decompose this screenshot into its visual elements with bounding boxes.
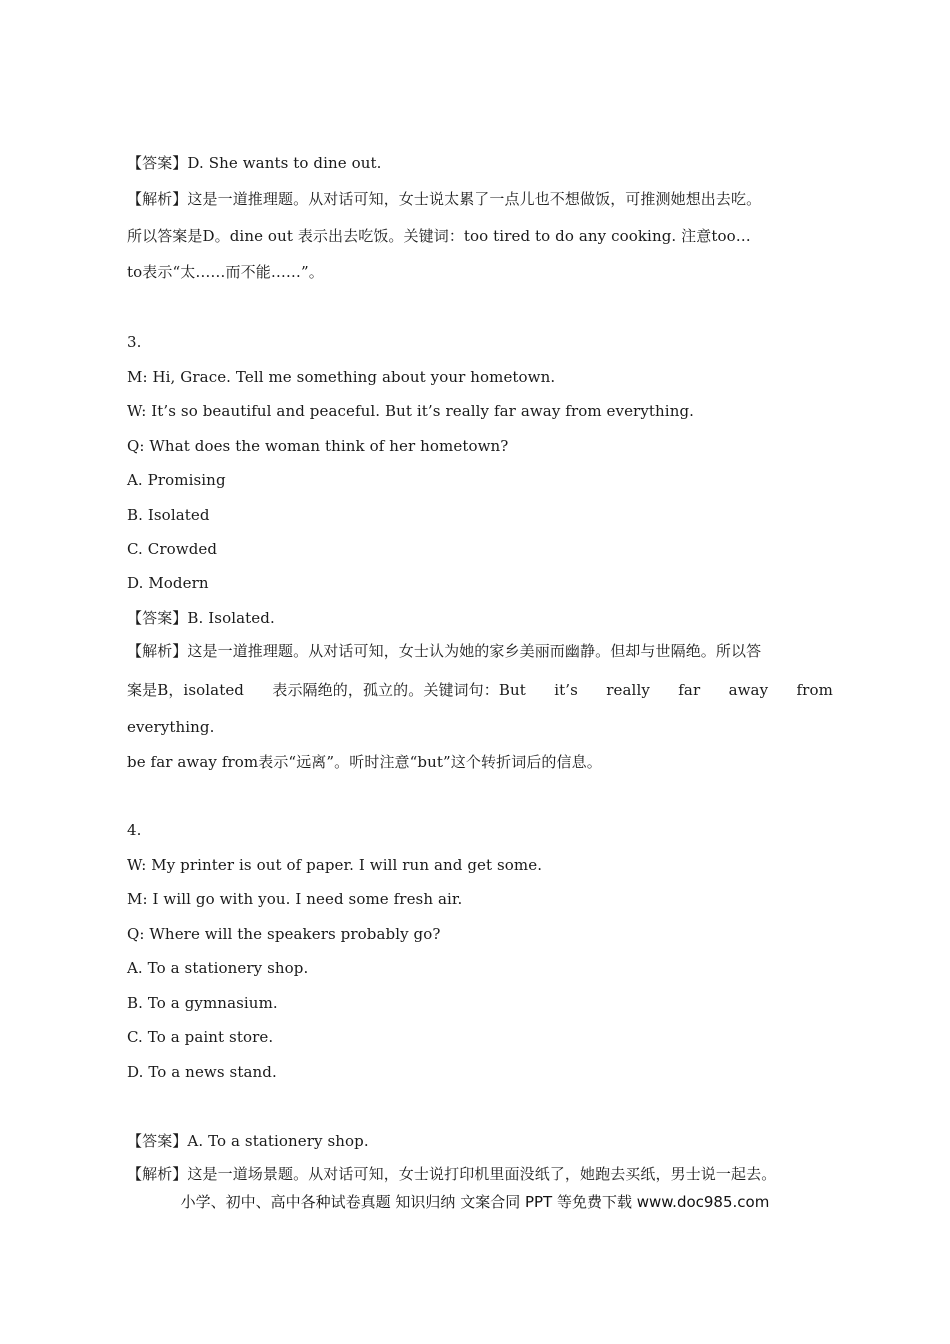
q4-option-d: D. To a news stand. [127, 1063, 277, 1081]
q3-analysis-line-2 [127, 680, 833, 700]
analysis-word: really [606, 681, 650, 699]
q3-analysis-line-3: everything. [127, 718, 215, 736]
q3-option-a: A. Promising [127, 471, 226, 489]
q4-line-man: M: I will go with you. I need some fresh air. [127, 890, 463, 908]
q4-option-c: C. To a paint store. [127, 1028, 274, 1046]
q4-analysis-line-1: 【解析】这是一道场景题。从对话可知，女士说打印机里面没纸了，她跑去买纸，男士说一起去。 [127, 1165, 777, 1183]
q3-option-d: D. Modern [127, 574, 209, 592]
analysis-word: away [728, 681, 769, 699]
q3-number: 3. [127, 333, 142, 351]
q4-answer: 【答案】A. To a stationery shop. [127, 1132, 369, 1150]
q3-answer: 【答案】B. Isolated. [127, 609, 275, 627]
q2-answer: 【答案】D. She wants to dine out. [127, 154, 382, 172]
analysis-word: 案是B，isolated [127, 681, 244, 699]
q3-question: Q: What does the woman think of her hometown? [127, 437, 509, 455]
q3-analysis-line-4: be far away from表示“远离”。听时注意“but”这个转折词后的信息。 [127, 753, 602, 771]
analysis-word: it’s [554, 681, 578, 699]
q4-option-b: B. To a gymnasium. [127, 994, 278, 1012]
analysis-word: far [678, 681, 701, 699]
q3-line-man: M: Hi, Grace. Tell me something about your hometown. [127, 368, 556, 386]
q4-option-a: A. To a stationery shop. [127, 959, 309, 977]
analysis-word: 表示隔绝的，孤立的。关键词句：But [272, 681, 526, 699]
page-footer: 小学、初中、高中各种试卷真题 知识归纳 文案合同 PPT 等免费下载 www.doc985.com [180, 1193, 770, 1211]
q2-analysis-line-2: 所以答案是D。dine out 表示出去吃饭。关键词：too tired to do any cooking. 注意too… [127, 227, 751, 245]
q3-analysis-line-1: 【解析】这是一道推理题。从对话可知，女士认为她的家乡美丽而幽静。但却与世隔绝。所以答 [127, 642, 762, 660]
analysis-word: from [796, 681, 833, 699]
q4-number: 4. [127, 821, 142, 839]
q2-analysis-line-1: 【解析】这是一道推理题。从对话可知，女士说太累了一点儿也不想做饭，可推测她想出去吃。 [127, 190, 762, 208]
q4-question: Q: Where will the speakers probably go? [127, 925, 441, 943]
q3-line-woman: W: It’s so beautiful and peaceful. But it’s really far away from everything. [127, 402, 695, 420]
q4-line-woman: W: My printer is out of paper. I will run and get some. [127, 856, 543, 874]
q3-option-c: C. Crowded [127, 540, 218, 558]
q2-analysis-line-3: to表示“太……而不能……”。 [127, 263, 324, 281]
q3-option-b: B. Isolated [127, 506, 210, 524]
